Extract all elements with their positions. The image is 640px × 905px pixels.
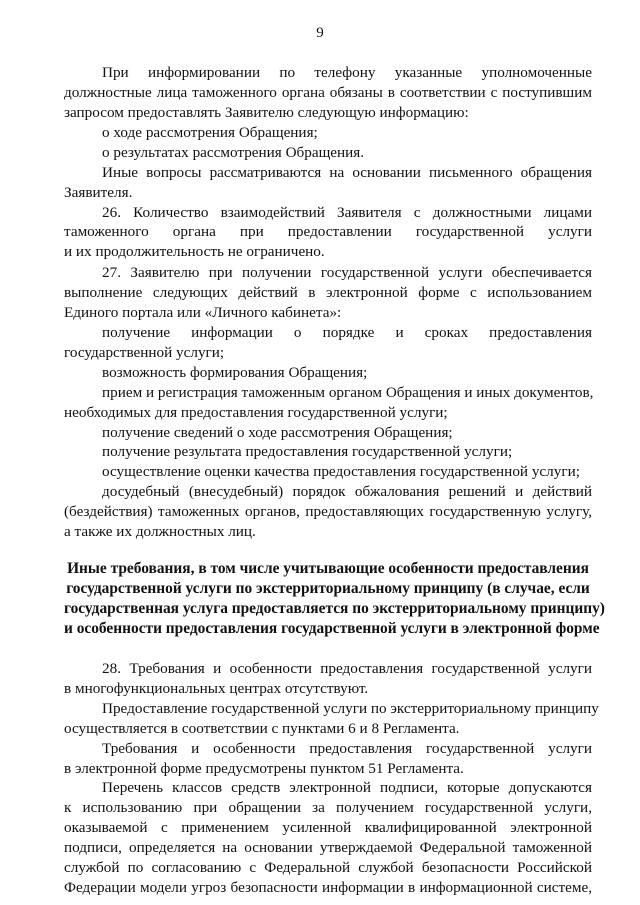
text-line: и их продолжительность не ограничено. <box>64 243 325 261</box>
text-line: таможенного органа при предоставлении государственной услуги <box>64 223 592 241</box>
section-heading-line: и особенности предоставления государственной услуги в электронной форме <box>64 620 600 637</box>
page-number: 9 <box>316 25 324 41</box>
text-line: необходимых для предоставления государственной услуги; <box>64 403 448 421</box>
text-line: в электронной форме предусмотрены пунктом 51 Регламента. <box>64 759 464 777</box>
section-heading-line: Иные требования, в том числе учитывающие особенности предоставления <box>67 560 589 578</box>
text-line: Предоставление государственной услуги по экстерриториальному принципу <box>102 699 599 717</box>
text-line: (бездействия) таможенных органов, предоставляющих государственную услугу, <box>64 503 592 521</box>
text-line: государственной услуги; <box>64 343 225 361</box>
text-line: о ходе рассмотрения Обращения; <box>102 123 318 141</box>
text-line: запросом предоставлять Заявителю следующую информацию: <box>64 103 469 121</box>
text-line: прием и регистрация таможенным органом Обращения и иных документов, <box>102 383 594 401</box>
text-line: осуществляется в соответствии с пунктами 6 и 8 Регламента. <box>64 719 460 737</box>
text-line: подписи, определяется на основании утверждаемой Федеральной таможенной <box>64 839 592 857</box>
text-line: 28. Требования и особенности предоставления государственной услуги <box>102 659 592 677</box>
text-line: возможность формирования Обращения; <box>102 363 368 381</box>
text-line: выполнение следующих действий в электронной форме с использованием <box>64 284 592 302</box>
text-line: получение сведений о ходе рассмотрения Обращения; <box>102 423 453 441</box>
text-line: а также их должностных лиц. <box>64 523 256 541</box>
text-line: 26. Количество взаимодействий Заявителя с должностными лицами <box>102 203 592 221</box>
text-line: о результатах рассмотрения Обращения. <box>102 143 365 161</box>
text-line: Перечень классов средств электронной подписи, которые допускаются <box>102 779 592 797</box>
section-heading-line: государственной услуги по экстерриториальному принципу (в случае, если <box>66 580 590 598</box>
text-line: Заявителя. <box>64 183 133 201</box>
text-line: оказываемой с применением усиленной квалифицированной электронной <box>64 819 592 837</box>
text-line: службой по согласованию с Федеральной службой безопасности Российской <box>64 859 592 877</box>
text-line: Иные вопросы рассматриваются на основании письменного обращения <box>102 163 592 181</box>
text-line: Федерации модели угроз безопасности информации в информационной системе, <box>64 879 592 896</box>
section-heading-line: государственная услуга предоставляется по экстерриториальному принципу) <box>64 600 605 618</box>
text-line: к использованию при обращении за получением государственной услуги, <box>64 799 592 817</box>
text-line: получение информации о порядке и сроках предоставления <box>102 323 592 341</box>
text-line: 27. Заявителю при получении государственной услуги обеспечивается <box>102 264 592 282</box>
text-line: Требования и особенности предоставления государственной услуги <box>102 739 592 757</box>
text-line: осуществление оценки качества предоставления государственной услуги; <box>102 463 580 481</box>
text-line: Единого портала или «Личного кабинета»: <box>64 304 342 321</box>
text-line: При информировании по телефону указанные уполномоченные <box>102 64 592 81</box>
text-line: должностные лица таможенного органа обязаны в соответствии с поступившим <box>64 83 592 101</box>
text-line: получение результата предоставления государственной услуги; <box>102 443 513 461</box>
text-line: досудебный (внесудебный) порядок обжалования решений и действий <box>102 483 592 501</box>
text-line: в многофункциональных центрах отсутствуют. <box>64 679 369 697</box>
